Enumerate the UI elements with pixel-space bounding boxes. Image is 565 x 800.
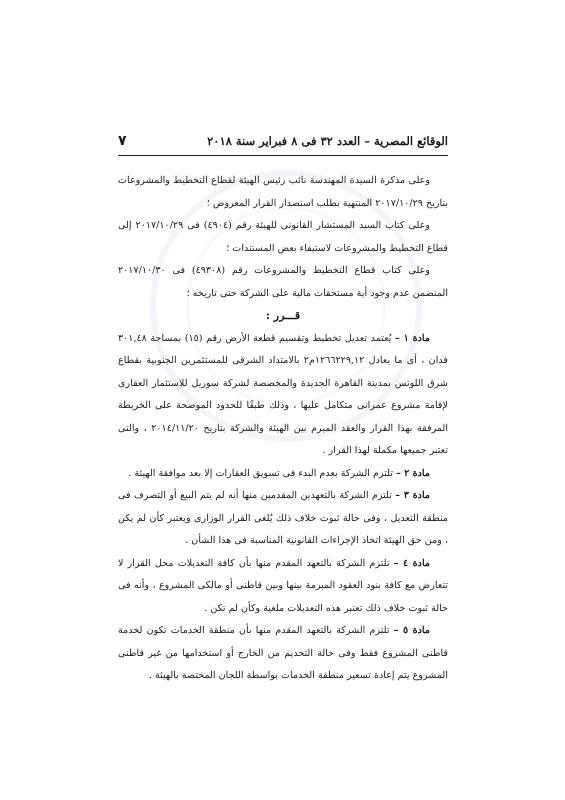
- article-text: تلتزم الشركة بالتعهد المقدم منها بأن كافة التعديلات محل القرار لا تتعارض مع كافة بنود العقود المبرمة بينها وبين قاطنى أو مالكى المشروع ، وأنه فى حالة ثبوت خلاف ذلك تعتبر هذه التعديلات ملغية وكأن لم تكن .: [118, 557, 448, 614]
- article-paragraph: [118, 328, 448, 463]
- article-paragraph: [118, 620, 448, 688]
- preamble-paragraph: وعلى مذكرة السيدة المهندسة نائب رئيس الهيئة لقطاع التخطيط والمشروعات بتاريخ ٢٠١٧/١٠/٢٩ المنتهية بطلب استصدار القرار المعروض ؛: [118, 175, 448, 209]
- article-label: مادة ٤ –: [393, 557, 431, 569]
- article-text: يُعتمد تعديل تخطيط وتقسيم قطعة الأرض رقم (١٥) بمساحة ٣٠١,٤٨ فدان ، أى ما يعادل ١٢٦٦٢٢٩,١٢م٢ بالامتداد الشرقى للمستثمرين الجنوبية بقطاع شرق اللوتس بمدينة القاهرة الجديدة والمخصصة لشركة سوريل للاستثمار العقارى لإقامة مشروع عمرانى متكامل عليها ، وذلك طبقًا للحدود الموضحة على الخريطة المرفقة بهذا القرار والعقد المبرم بين الهيئة والشركة بتاريخ ٢٠١٤/١١/٢٠ ، والتى تعتبر جميعها مكملة لهذا القرار .: [118, 332, 449, 456]
- decision-heading: قـــرر :: [265, 309, 301, 322]
- document-body: [118, 170, 448, 688]
- article-label: مادة ٣ –: [395, 490, 431, 501]
- page-number: ٧: [118, 133, 127, 149]
- preamble-paragraph: وعلى كتاب السيد المستشار القانونى للهيئة رقم (٤٩٠٤) فى ٢٠١٧/١٠/٢٩ إلى قطاع التخطيط والمشروعات لاستيفاء بعض المستندات ؛: [118, 220, 448, 254]
- article-text: تلتزم الشركة بالتعهد المقدم منها بأن منطقة الخدمات تكون لخدمة قاطنى المشروع فقط وفى حالة التخديم من الخارج أو استخدامها من غير قاطنى المشروع يتم إعادة تسعير منطقة الخدمات بواسطة اللجان المختصة بالهيئة .: [118, 625, 448, 681]
- article-text: تلتزم الشركة بعدم البدء فى تسويق العقارات إلا بعد موافقة الهيئة .: [128, 467, 393, 479]
- article-paragraph: [118, 553, 448, 621]
- article-paragraph: [118, 485, 448, 553]
- gazette-title: الوقائع المصرية – العدد ٣٢ فى ٨ فبراير سنة ٢٠١٨: [207, 134, 448, 148]
- article-text: تلتزم الشركة بالتعهدين المقدمين منها أنه لم يتم البيع أو التصرف فى منطقة التعديل ، وفى حالة ثبوت خلاف ذلك يُلغى القرار الوزارى ويعتبر كأن لم يكن ، ومن حق الهيئة اتخاذ الإجراءات القانونية المناسبة فى هذا الشأن .: [118, 490, 448, 546]
- article-label: مادة ١ –: [394, 332, 430, 344]
- article-paragraph: [118, 463, 448, 486]
- article-label: مادة ٥ –: [393, 625, 430, 636]
- preamble-paragraph: وعلى كتاب قطاع التخطيط والمشروعات رقم (٤٩٣٠٨) فى ٢٠١٧/١٠/٣٠ المتضمن عدم وجود أية مستحقات مالية على الشركة حتى تاريخه ؛: [118, 265, 448, 299]
- article-label: مادة ٢ –: [396, 467, 430, 479]
- page-header: [118, 133, 448, 156]
